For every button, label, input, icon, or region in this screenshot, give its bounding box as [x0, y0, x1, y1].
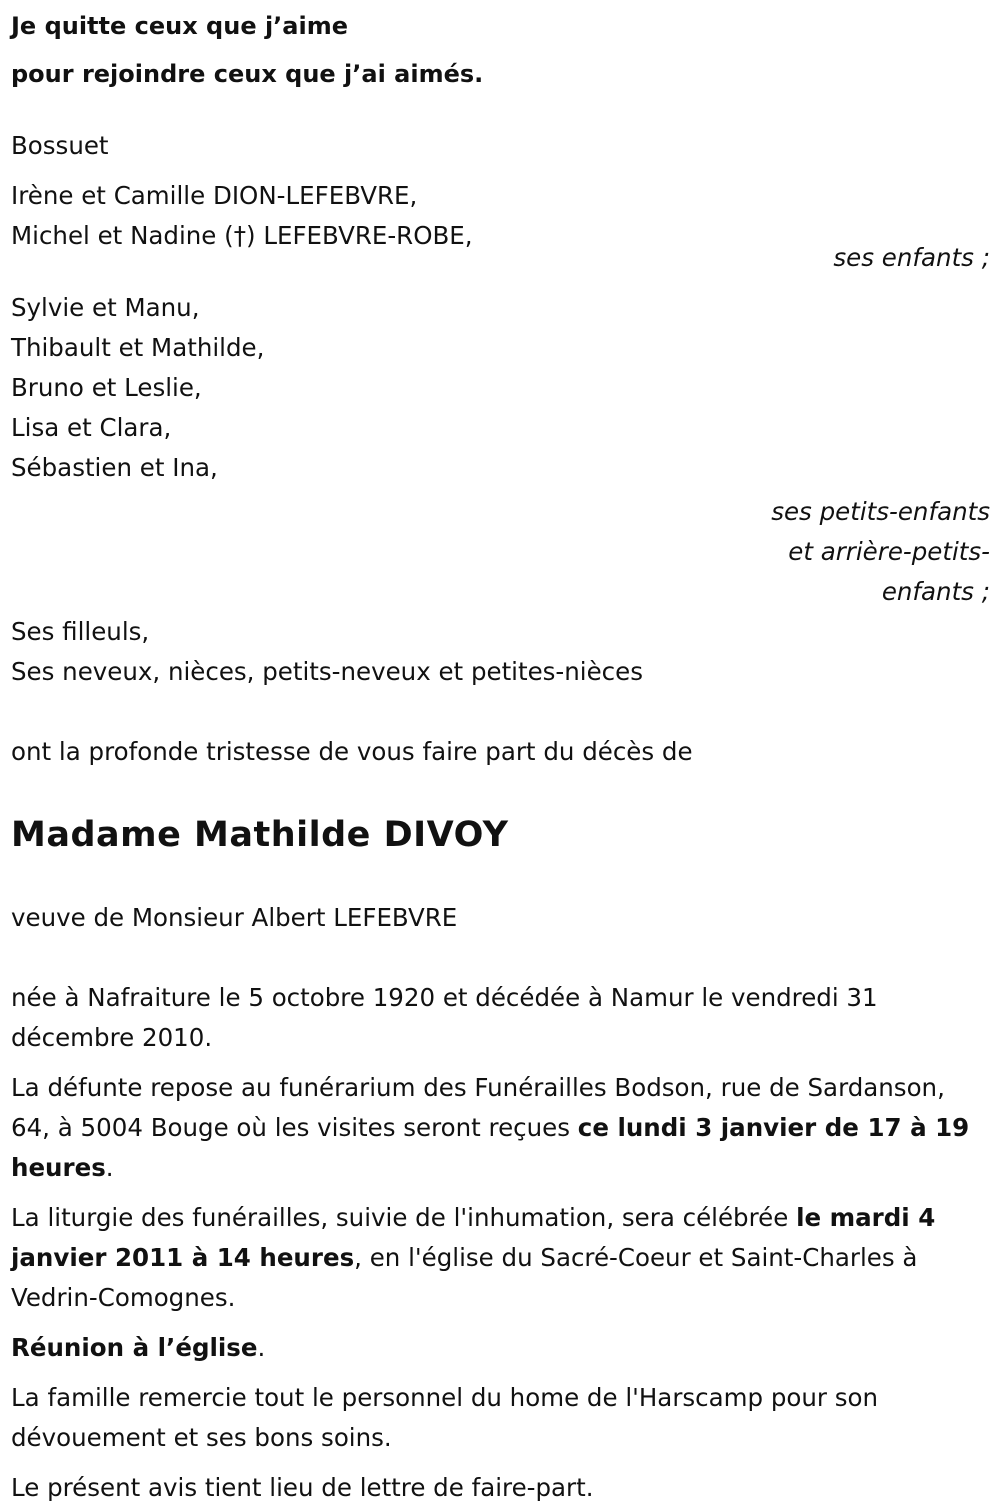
others-line-1: Ses filleuls,: [11, 617, 150, 646]
epigraph-line-2: pour rejoindre ceux que j’ai aimés.: [11, 60, 484, 88]
epigraph: [11, 0, 990, 98]
grandchildren-name: Sébastien et Ina,: [11, 453, 218, 482]
funerarium-end: .: [105, 1153, 114, 1182]
meeting-paragraph: [11, 1328, 990, 1368]
deceased-name: Madame Mathilde DIVOY: [11, 815, 509, 855]
liturgy-end: , en l'église du Sacré-Coeur et Saint-Charles à Vedrin-Comognes.: [11, 1243, 918, 1312]
liturgy-time: le mardi 4 janvier 2011 à 14 heures: [11, 1203, 936, 1272]
epigraph-line-1: Je quitte ceux que j’aime: [11, 12, 349, 40]
funerarium-text: La défunte repose au funérarium des Funérailles Bodson, rue de Sardanson, 64, à 5004 Bouge où les visites seront reçues: [11, 1073, 945, 1142]
grandchildren-name: Lisa et Clara,: [11, 413, 172, 442]
grandchildren-name: Sylvie et Manu,: [11, 293, 200, 322]
meeting-text: Réunion à l’église: [11, 1333, 258, 1362]
grandchildren-name: Bruno et Leslie,: [11, 373, 202, 402]
children-line-1: Irène et Camille DION-LEFEBVRE,: [11, 181, 418, 210]
thanks-paragraph: La famille remercie tout le personnel du home de l'Harscamp pour son dévouement et ses bons soins.: [11, 1383, 879, 1452]
birth-death: née à Nafraiture le 5 octobre 1920 et décédée à Namur le vendredi 31 décembre 2010.: [11, 983, 878, 1052]
epigraph-author: Bossuet: [11, 131, 109, 160]
announcement: ont la profonde tristesse de vous faire part du décès de: [11, 737, 693, 766]
grandchildren-name: Thibault et Mathilde,: [11, 333, 265, 362]
closing-paragraph: Le présent avis tient lieu de lettre de faire-part.: [11, 1473, 594, 1502]
others-block: [11, 612, 990, 692]
grandchildren-label-line: ses petits-enfants: [771, 497, 990, 526]
funerarium-visit-time: ce lundi 3 janvier de 17 à 19 heures: [11, 1113, 970, 1182]
grandchildren-block: [11, 288, 990, 612]
widow-of: veuve de Monsieur Albert LEFEBVRE: [11, 903, 458, 932]
grandchildren-label-line: et arrière-petits-: [788, 537, 990, 566]
others-line-2: Ses neveux, nièces, petits-neveux et petites-nièces: [11, 657, 643, 686]
liturgy-text: La liturgie des funérailles, suivie de l'inhumation, sera célébrée: [11, 1203, 797, 1232]
children-block: [11, 176, 990, 278]
liturgy-paragraph: [11, 1198, 990, 1318]
grandchildren-label-line: enfants ;: [881, 577, 990, 606]
funerarium-paragraph: [11, 1068, 990, 1188]
children-label: ses enfants ;: [833, 243, 990, 272]
meeting-end: .: [257, 1333, 266, 1362]
children-line-2: Michel et Nadine (†) LEFEBVRE-ROBE,: [11, 221, 473, 250]
